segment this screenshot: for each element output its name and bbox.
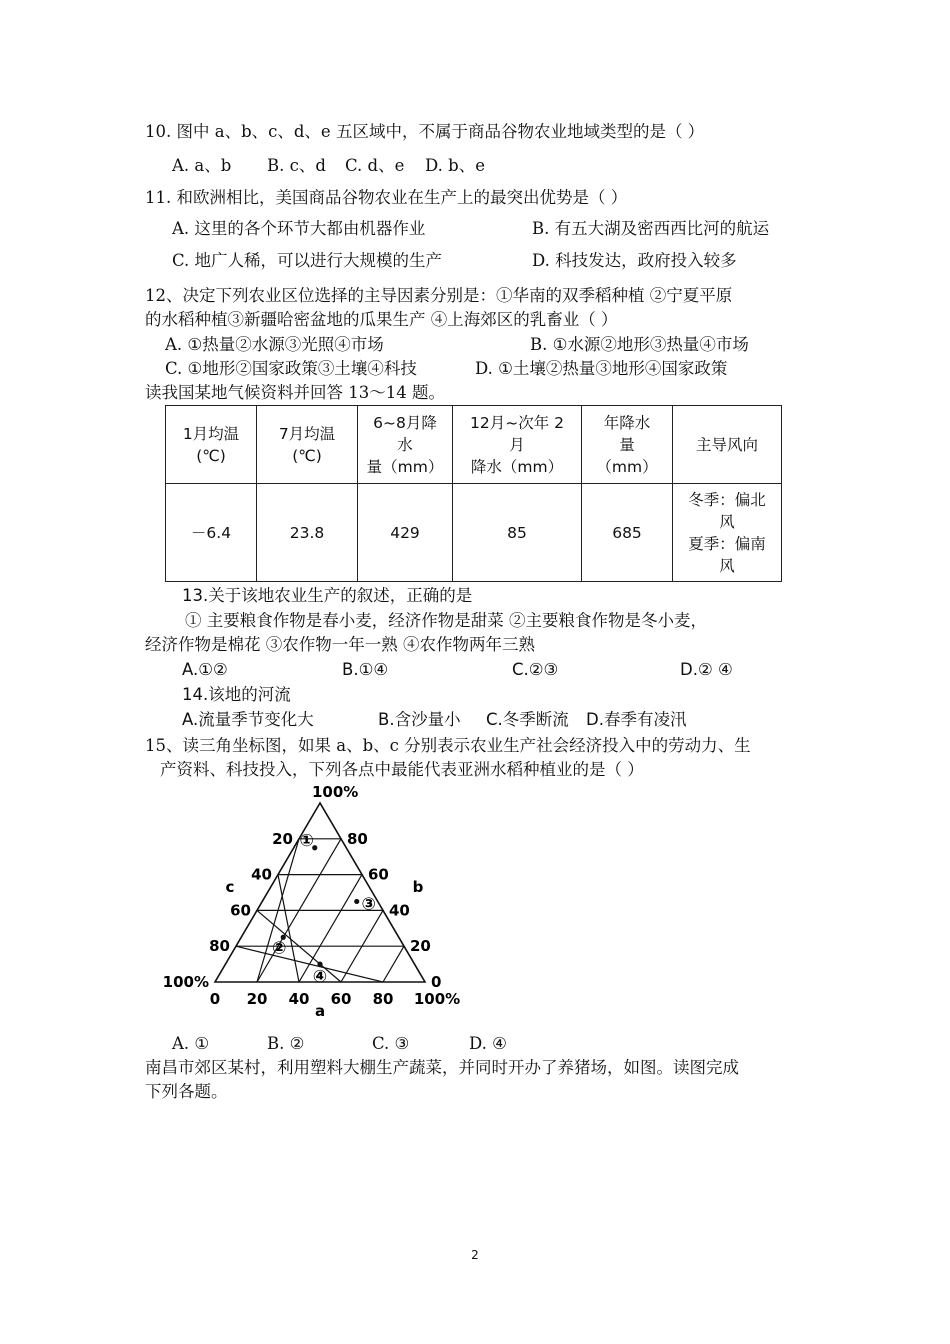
header-wind: 主导风向 bbox=[673, 406, 782, 484]
triangle-chart bbox=[160, 780, 480, 1020]
q13-options bbox=[182, 658, 733, 682]
q12-option-a: A. ①热量②水源③光照④市场 bbox=[165, 335, 384, 354]
q13-option-c: C.②③ bbox=[512, 660, 559, 679]
q10-option-d: D. b、e bbox=[425, 156, 485, 175]
q15-options bbox=[172, 1032, 507, 1056]
data-point-label: ② bbox=[272, 938, 287, 959]
b-tick-label: 40 bbox=[389, 901, 410, 920]
q13-line2: 经济作物是棉花 ③农作物一年一熟 ④农作物两年三熟 bbox=[145, 635, 535, 654]
q12-stem-line1: 12、决定下列农业区位选择的主导因素分别是：①华南的双季稻种植 ②宁夏平原 bbox=[145, 286, 733, 305]
cell-summer-precip: 429 bbox=[358, 484, 453, 582]
header-summer-precip: 6~8月降 水 量（mm） bbox=[358, 406, 453, 484]
q11-option-a: A. 这里的各个环节大都由机器作业 bbox=[172, 219, 426, 238]
intro-13-14: 读我国某地气候资料并回答 13～14 题。 bbox=[145, 383, 445, 402]
next-intro-line1: 南昌市郊区某村，利用塑料大棚生产蔬菜，并同时开办了养猪场，如图。读图完成 bbox=[145, 1058, 739, 1077]
grid-line-left-parallel bbox=[299, 875, 362, 982]
q14-option-a: A.流量季节变化大 bbox=[182, 710, 314, 729]
c-tick-label: 40 bbox=[251, 865, 272, 884]
axis-c-label: c bbox=[225, 878, 235, 896]
q14-stem: 14.该地的河流 bbox=[182, 685, 291, 704]
q12-options-row2 bbox=[165, 357, 727, 381]
data-point-label: ③ bbox=[361, 894, 376, 915]
q15-option-c: C. ③ bbox=[372, 1034, 410, 1053]
grid-line-right-parallel bbox=[278, 875, 299, 982]
q11-option-b: B. 有五大湖及密西西比河的航运 bbox=[532, 219, 770, 238]
header-annual-precip: 年降水 量 （mm） bbox=[582, 406, 673, 484]
cell-annual-precip: 685 bbox=[582, 484, 673, 582]
triangle-outline bbox=[215, 803, 425, 982]
q12-options-row1 bbox=[165, 333, 749, 357]
a-tick-label: 60 bbox=[330, 990, 352, 1008]
b-tick-label: 0 bbox=[431, 973, 442, 991]
a-tick-label: 40 bbox=[288, 990, 310, 1008]
header-winter-precip: 12月~次年 2 月 降水（mm） bbox=[453, 406, 582, 484]
a-tick-label: 0 bbox=[209, 990, 221, 1008]
q14-option-b: B.含沙量小 bbox=[378, 710, 461, 729]
b-tick-label: 100% bbox=[312, 783, 359, 801]
grid-line-left-parallel bbox=[383, 946, 404, 982]
q12-option-d: D. ①土壤②热量③地形④国家政策 bbox=[475, 359, 728, 378]
cell-wind: 冬季：偏北 风 夏季：偏南 风 bbox=[673, 484, 782, 582]
climate-table bbox=[165, 405, 782, 582]
q11-options-row2 bbox=[172, 249, 737, 273]
q15-option-d: D. ④ bbox=[469, 1034, 507, 1053]
q11-options-row1 bbox=[172, 217, 769, 241]
q13-line1: ① 主要粮食作物是春小麦，经济作物是甜菜 ②主要粮食作物是冬小麦， bbox=[185, 611, 707, 630]
page-number: 2 bbox=[471, 1248, 479, 1262]
cell-jan-temp: －6.4 bbox=[166, 484, 257, 582]
q12-option-c: C. ①地形②国家政策③土壤④科技 bbox=[165, 359, 417, 378]
c-tick-label: 80 bbox=[209, 937, 230, 956]
q13-stem: 13.关于该地农业生产的叙述，正确的是 bbox=[182, 586, 473, 605]
q14-option-c: C.冬季断流 bbox=[486, 710, 569, 729]
data-point-dot bbox=[317, 962, 322, 967]
q14-options bbox=[182, 708, 686, 732]
q10-option-b: B. c、d bbox=[267, 156, 326, 175]
q15-option-a: A. ① bbox=[172, 1034, 210, 1053]
a-tick-label: 20 bbox=[246, 990, 268, 1008]
c-tick-label: 60 bbox=[230, 901, 251, 920]
q10-options bbox=[172, 154, 485, 178]
q11-stem: 11. 和欧洲相比，美国商品谷物农业在生产上的最突出优势是（ ） bbox=[145, 188, 628, 207]
q12-stem-line2: 的水稻种植③新疆哈密盆地的瓜果生产 ④上海郊区的乳畜业（ ） bbox=[145, 310, 618, 329]
data-point-label: ④ bbox=[312, 967, 328, 988]
q15-stem-line2: 产资料、科技投入，下列各点中最能代表亚洲水稻种植业的是（ ） bbox=[160, 760, 644, 779]
axis-a-label: a bbox=[314, 1002, 326, 1020]
header-jan-temp: 1月均温 (℃) bbox=[166, 406, 257, 484]
q10-stem: 10. 图中 a、b、c、d、e 五区域中，不属于商品谷物农业地域类型的是（ ） bbox=[145, 122, 705, 141]
q13-option-b: B.①④ bbox=[342, 660, 389, 679]
triangle-points bbox=[272, 831, 376, 987]
header-jul-temp: 7月均温 (℃) bbox=[257, 406, 358, 484]
next-intro-line2: 下列各题。 bbox=[145, 1082, 228, 1101]
q14-option-d: D.春季有凌汛 bbox=[586, 710, 687, 729]
axis-b-label: b bbox=[412, 878, 424, 896]
q15-option-b: B. ② bbox=[267, 1034, 305, 1053]
a-tick-label: 80 bbox=[372, 990, 394, 1008]
climate-table-data-row bbox=[166, 484, 782, 582]
q13-option-d: D.② ④ bbox=[680, 660, 733, 679]
q13-option-a: A.①② bbox=[182, 660, 228, 679]
triangle-grid bbox=[215, 803, 425, 982]
q10-option-c: C. d、e bbox=[345, 156, 405, 175]
b-tick-label: 60 bbox=[368, 865, 389, 884]
data-point-label: ① bbox=[299, 830, 314, 851]
a-tick-label: 100% bbox=[413, 990, 461, 1008]
q15-stem-line1: 15、读三角坐标图，如果 a、b、c 分别表示农业生产社会经济投入中的劳动力、生 bbox=[145, 736, 751, 755]
cell-winter-precip: 85 bbox=[453, 484, 582, 582]
climate-table-header-row bbox=[166, 406, 782, 484]
q11-option-d: D. 科技发达，政府投入较多 bbox=[532, 251, 737, 270]
cell-jul-temp: 23.8 bbox=[257, 484, 358, 582]
data-point-dot bbox=[354, 899, 359, 904]
q11-option-c: C. 地广人稀，可以进行大规模的生产 bbox=[172, 251, 443, 270]
c-tick-label: 100% bbox=[162, 973, 209, 991]
q12-option-b: B. ①水源②地形③热量④市场 bbox=[530, 335, 749, 354]
b-tick-label: 20 bbox=[410, 937, 431, 956]
c-tick-label: 20 bbox=[272, 829, 293, 848]
b-tick-label: 80 bbox=[347, 829, 368, 848]
q10-option-a: A. a、b bbox=[172, 156, 232, 175]
